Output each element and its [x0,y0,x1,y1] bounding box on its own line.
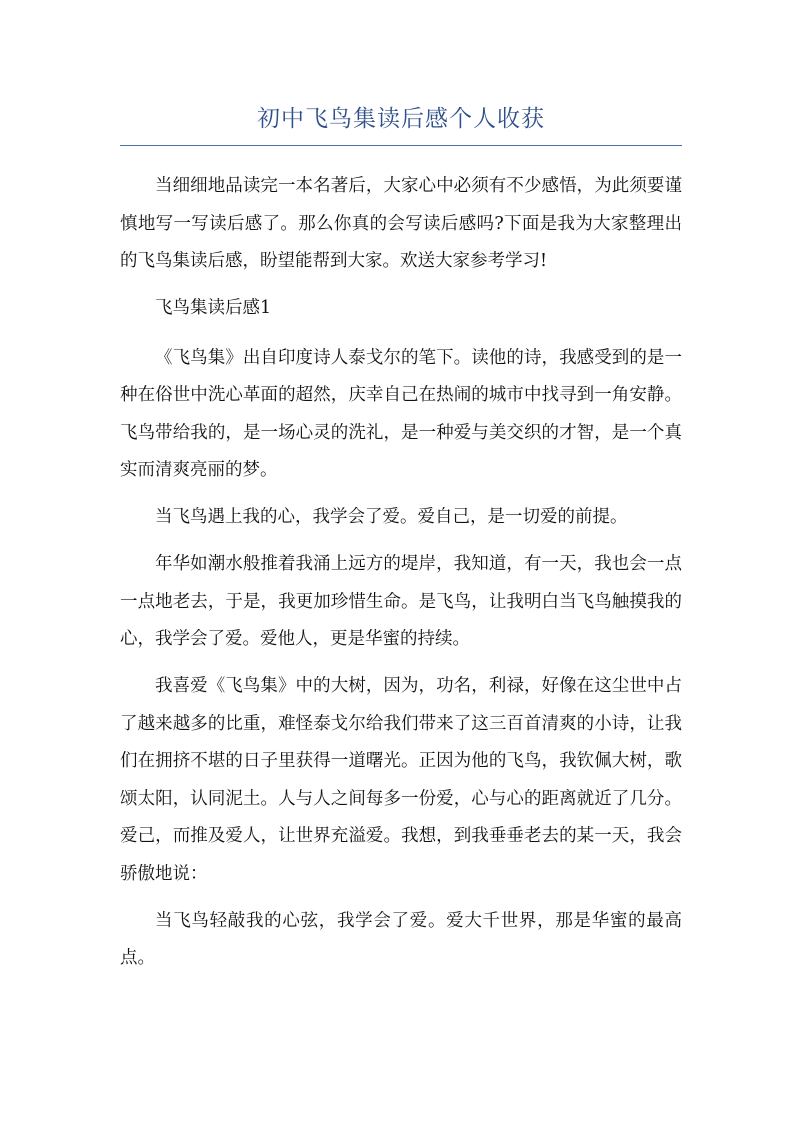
body-paragraph: 当飞鸟轻敲我的心弦，我学会了爱。爱大千世界，那是华蜜的最高点。 [120,910,682,968]
section-heading: 飞鸟集读后感1 [155,298,272,318]
title-underline [120,145,682,146]
body-paragraph: 《飞鸟集》出自印度诗人泰戈尔的笔下。读他的诗，我感受到的是一种在俗世中洗心革面的超然，庆幸自己在热闹的城市中找寻到一角安静。飞鸟带给我的，是一场心灵的洗礼，是一种爱与美交织的才智，是一个真实而清爽亮丽的梦。 [120,347,682,480]
document-title: 初中飞鸟集读后感个人收获 [257,106,545,132]
intro-paragraph: 当细细地品读完一本名著后，大家心中必须有不少感悟，为此须要谨慎地写一写读后感了。那么你真的会写读后感吗?下面是我为大家整理出的飞鸟集读后感，盼望能帮到大家。欢送大家参考学习! [120,176,682,271]
body-paragraph: 当飞鸟遇上我的心，我学会了爱。爱自己，是一切爱的前提。 [155,507,628,527]
body-paragraph: 年华如潮水般推着我涌上远方的堤岸，我知道，有一天，我也会一点一点地老去，于是，我更加珍惜生命。是飞鸟，让我明白当飞鸟触摸我的心，我学会了爱。爱他人，更是华蜜的持续。 [120,554,682,649]
document-body [120,168,682,987]
body-paragraph: 我喜爱《飞鸟集》中的大树，因为，功名，利禄，好像在这尘世中占了越来越多的比重，难怪泰戈尔给我们带来了这三百首清爽的小诗，让我们在拥挤不堪的日子里获得一道曙光。正因为他的飞鸟，我钦佩大树，歌颂太阳，认同泥土。人与人之间每多一份爱，心与心的距离就近了几分。爱己，而推及爱人，让世界充溢爱。我想，到我垂垂老去的某一天，我会骄傲地说： [120,676,682,884]
